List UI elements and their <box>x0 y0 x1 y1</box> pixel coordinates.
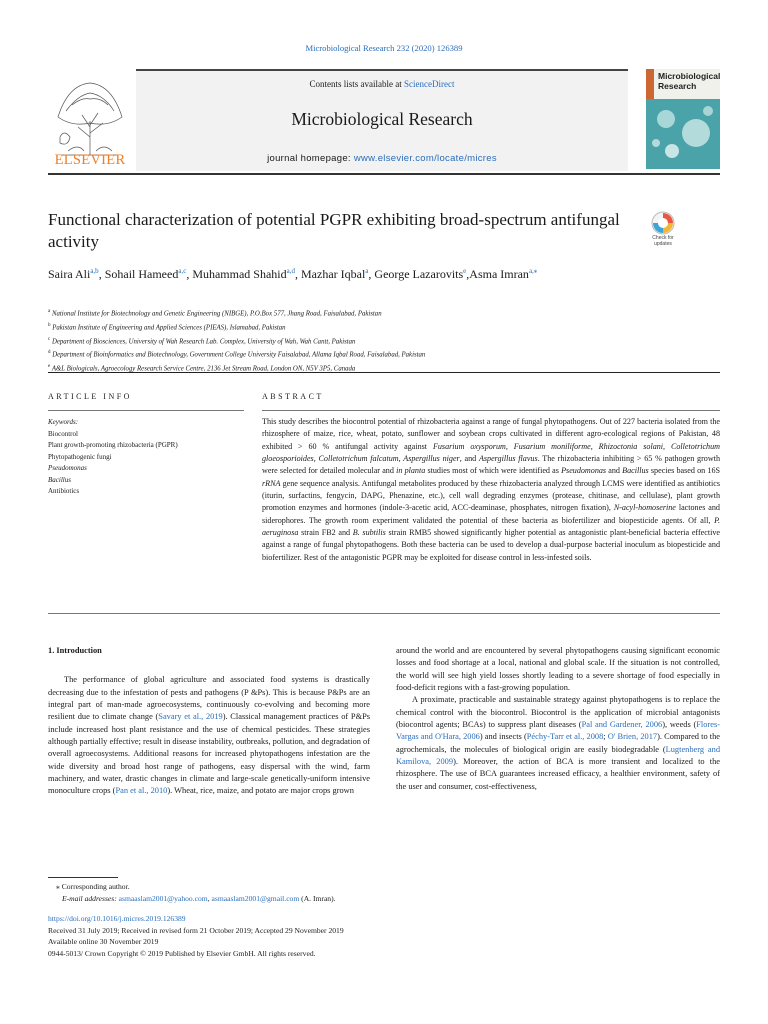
author-affiliation-marks[interactable]: a,⁎ <box>528 267 538 275</box>
journal-header <box>48 69 720 176</box>
author-name[interactable]: Muhammad Shahid <box>192 267 287 281</box>
received-dates: Received 31 July 2019; Received in revised form 21 October 2019; Accepted 29 November 2019 <box>48 925 344 935</box>
author-name[interactable]: Sohail Hameed <box>104 267 179 281</box>
author-affiliation-marks[interactable]: a <box>365 267 369 275</box>
citation-link[interactable]: Savary et al., 2019 <box>158 712 223 722</box>
corresponding-author-note: ⁎ Corresponding author. <box>56 882 130 891</box>
journal-cover-thumbnail[interactable] <box>646 69 720 169</box>
affiliation-key: a <box>48 309 51 314</box>
italic-term: Aspergillus flavus <box>478 454 538 464</box>
abstract-heading: ABSTRACT <box>262 392 324 401</box>
intro-paragraph-2: A proximate, practicable and sustainable strategy against phytopathogens is to replace the chemical control with the biocontrol. Biocontrol is the application of microbial antagonists (biocontrol agents; BCAs) to suppress plant diseases (Pal and Gardener, 2006), weeds (Flores-Vargas and O'Hara, 2006) and insects (Péchy-Tarr et al., 2008; O' Brien, 2017). Compared to the agrochemicals, the molecules of biological origin are easily biodegradable (Lugtenberg and Kamilova, 2009). Moreover, the action of BCA is more transient and localized to the rhizosphere. The use of BCA guarantees increased efficacy, a healthier environment, safety of the user and consumer, cost-effectiveness, <box>396 695 721 791</box>
italic-term: Pseudomonas <box>561 466 607 476</box>
sciencedirect-link[interactable]: ScienceDirect <box>404 79 455 89</box>
article-title: Functional characterization of potential PGPR exhibiting broad-spectrum antifungal activity <box>48 210 620 251</box>
cover-title: Microbiological Research <box>658 71 720 91</box>
crossmark-icon <box>648 210 678 236</box>
email-link-gmail[interactable]: asmaaslam2001@gmail.com <box>211 893 300 903</box>
affiliation-text: Department of Biosciences, University of Wah Research Lab. Complex, University of Wah, Wah Cantt, Pakistan <box>51 337 356 345</box>
journal-homepage: journal homepage: www.elsevier.com/locate/micres <box>267 153 497 164</box>
publication-info <box>48 913 720 959</box>
journal-citation[interactable]: Microbiological Research 232 (2020) 126389 <box>305 43 463 53</box>
journal-name: Microbiological Research <box>291 109 473 129</box>
body-column-right <box>396 645 720 793</box>
affiliation-key: b <box>48 322 51 328</box>
affiliation-key: d <box>48 350 51 356</box>
section-heading-introduction: 1. Introduction <box>48 646 102 655</box>
citation-link[interactable]: Flores-Vargas and O'Hara, 2006 <box>396 720 720 742</box>
author-name[interactable]: Saira Ali <box>48 267 91 281</box>
affiliation-key: c <box>48 336 51 342</box>
italic-term: rRNA <box>262 478 281 488</box>
keyword-item: Bacillus <box>48 475 71 484</box>
citation-link[interactable]: Péchy-Tarr et al., 2008 <box>526 732 604 742</box>
italic-term: in planta <box>396 466 426 476</box>
footnotes <box>48 881 720 904</box>
keywords-block <box>48 417 248 498</box>
italic-term: Bacillus <box>622 466 649 476</box>
italic-term: N-acyl-homoserine <box>613 503 676 513</box>
affiliation-item <box>48 334 708 348</box>
italic-term: P. aeruginosa <box>262 515 720 538</box>
article-info-heading: ARTICLE INFO <box>48 392 132 401</box>
intro-paragraph-1-continued: around the world and are encountered by several phytopathogens causing significant economic losses and food shortage at a local, national and global scale. If the situation is not controlled, the world will see high yield losses shortly leading to a severe shortage of food especially in food-deficit regions with a fast-growing population. <box>396 646 720 693</box>
body-column-left <box>48 645 370 798</box>
author-affiliation-marks[interactable]: a,b <box>90 267 99 275</box>
author-affiliation-marks[interactable]: a,d <box>286 267 295 275</box>
abstract-text: This study describes the biocontrol potential of rhizobacteria against a range of fungal phytopathogens. Out of 227 bacteria isolated from the rhizosphere of maize, rice, wheat, potato, sunflower and soybean crops cultivated in different agro-ecological regions of Pakistan, 48 exhibited > 60 % antifungal activity against Fusarium oxysporum, Fusarium moniliforme, Rhizoctonia solani, Colletotrichum gloeosporioides, Colletotrichum falcatum, Aspergillus niger, and Aspergillus flavus. The rhizobacteria inhibiting > 65 % pathogen growth were selected for detailed molecular and in planta studies most of which were identified as Pseudomonas and Bacillus species based on 16S rRNA gene sequence analysis. Antifungal metabolites produced by these rhizobacteria analyzed through LCMS were identified as antibiotics (iturin, surfactins, fengycin, DAPG, Phenazine, etc.), cell wall degrading enzymes (protease, chitinase, and cellulase), plant growth promotion enzymes and hormones (indole-3-acetic acid, ACC-deaminase, phosphates, nitrogen fixation), N-acyl-homoserine lactones and siderophores. The growth room experiment validated the potential of these bacteria as biofertilizer and biopesticide agents. Of all, P. aeruginosa strain FB2 and B. subtilis strain RMB5 showed significantly higher potential as antagonistic plant-beneficial bacteria effective against a range of fungal phytopathogens. Both these bacteria can be used to develop a dual-purpose bacterial inoculum as biopesticide and biofertilizer. Rest of the antagonistic PGPR may be exploited for disease control in less-infested soils. <box>262 417 720 562</box>
homepage-link[interactable]: www.elsevier.com/locate/micres <box>353 153 497 164</box>
elsevier-wordmark[interactable]: ELSEVIER <box>54 152 126 168</box>
email-link-yahoo[interactable]: asmaaslam2001@yahoo.com <box>118 893 208 903</box>
italic-term: B. subtilis <box>352 528 386 538</box>
keyword-item: Antibiotics <box>48 487 80 495</box>
available-online: Available online 30 November 2019 <box>48 937 159 946</box>
keyword-item: Phytopathogenic fungi <box>48 452 112 461</box>
italic-term: Fusarium oxysporum, Fusarium moniliforme, Rhizoctonia solani, Colletotrichum gloeosporioides, Colletotrichum falcatum, Aspergillus niger <box>262 441 720 464</box>
author-list: Saira Ali$^{a,b}$, Sohail Hameed$^{a,c}$, Muhammad Shahid$^{a,d}$, Mazhar Iqbal$^a$, George Lazarovits$^e$,Asma Imran$^{a,⁎}$ <box>48 267 538 281</box>
citation-link[interactable]: Pan et al., 2010 <box>115 786 168 796</box>
email-footnote: E-mail addresses: asmaaslam2001@yahoo.com, asmaaslam2001@gmail.com (A. Imran). <box>62 893 336 903</box>
masthead <box>136 69 628 171</box>
author-name[interactable]: Asma Imran <box>469 267 529 281</box>
affiliation-item <box>48 320 708 334</box>
keyword-item: Pseudomonas <box>48 464 87 472</box>
affiliations <box>48 306 708 375</box>
author-name[interactable]: Mazhar Iqbal <box>301 267 366 281</box>
cover-art <box>646 99 720 169</box>
author-affiliation-marks[interactable]: e <box>463 267 467 275</box>
check-for-updates-badge[interactable]: Check for updates <box>648 210 678 250</box>
affiliation-text: National Institute for Biotechnology and Genetic Engineering (NIBGE), P.O.Box 577, Jhang Road, Faisalabad, Pakistan <box>51 310 382 318</box>
doi-link[interactable]: https://doi.org/10.1016/j.micres.2019.126389 <box>48 914 186 923</box>
citation-link[interactable]: Pal and Gardener, 2006 <box>581 720 663 730</box>
affiliation-text: Department of Bioinformatics and Biotechnology, Government College University Faisalabad, Allama Iqbal Road, Faisalabad, Pakistan <box>52 351 426 359</box>
affiliation-text: A&L Biologicals, Agroecology Research Service Centre, 2136 Jet Stream Road, London ON, N5V 3P5, Canada <box>51 365 356 373</box>
copyright-line: 0944-5013/ Crown Copyright © 2019 Published by Elsevier GmbH. All rights reserved. <box>48 948 316 958</box>
affiliation-item <box>48 347 708 361</box>
affiliation-key: e <box>48 364 51 370</box>
citation-link[interactable]: Lugtenberg and Kamilova, 2009 <box>396 744 721 767</box>
contents-line: Contents lists available at ScienceDirect <box>309 79 455 89</box>
affiliation-item <box>48 306 708 320</box>
author-name[interactable]: George Lazarovits <box>374 267 464 281</box>
citation-link[interactable]: O' Brien, 2017 <box>607 732 658 742</box>
intro-paragraph-1: The performance of global agriculture and associated food systems is drastically decreasing due to the infestation of pests and pathogens (P &Ps). This is because P&Ps are an integral part of man-made agroecosystems, continuously co-evolving and becoming more resilient due to climate change (Savary et al., 2019). Classical management practices of P&Ps include increased host plant resistance and the use of chemical pesticides. These strategies although partially effective; result in disease instability, outbreaks, pollution, and degradation of overall agroecosystems. Additional reasons for increased phytopathogens infestation are the wide diversity and broad host range of pathogens, easy dispersal with the wind, farm machinery, and water, drastic changes in climate and large-scale genetically-uniform intensive monoculture crops (Pan et al., 2010). Wheat, rice, maize, and potato are major crops grown <box>48 675 371 796</box>
author-affiliation-marks[interactable]: a,c <box>178 267 187 275</box>
keywords-label: Keywords: <box>48 418 79 426</box>
keyword-item: Plant growth-promoting rhizobacteria (PGPR) <box>48 441 178 449</box>
affiliation-text: Pakistan Institute of Engineering and Applied Sciences (PIEAS), Islamabad, Pakistan <box>52 324 286 332</box>
keyword-item: Biocontrol <box>48 429 78 438</box>
